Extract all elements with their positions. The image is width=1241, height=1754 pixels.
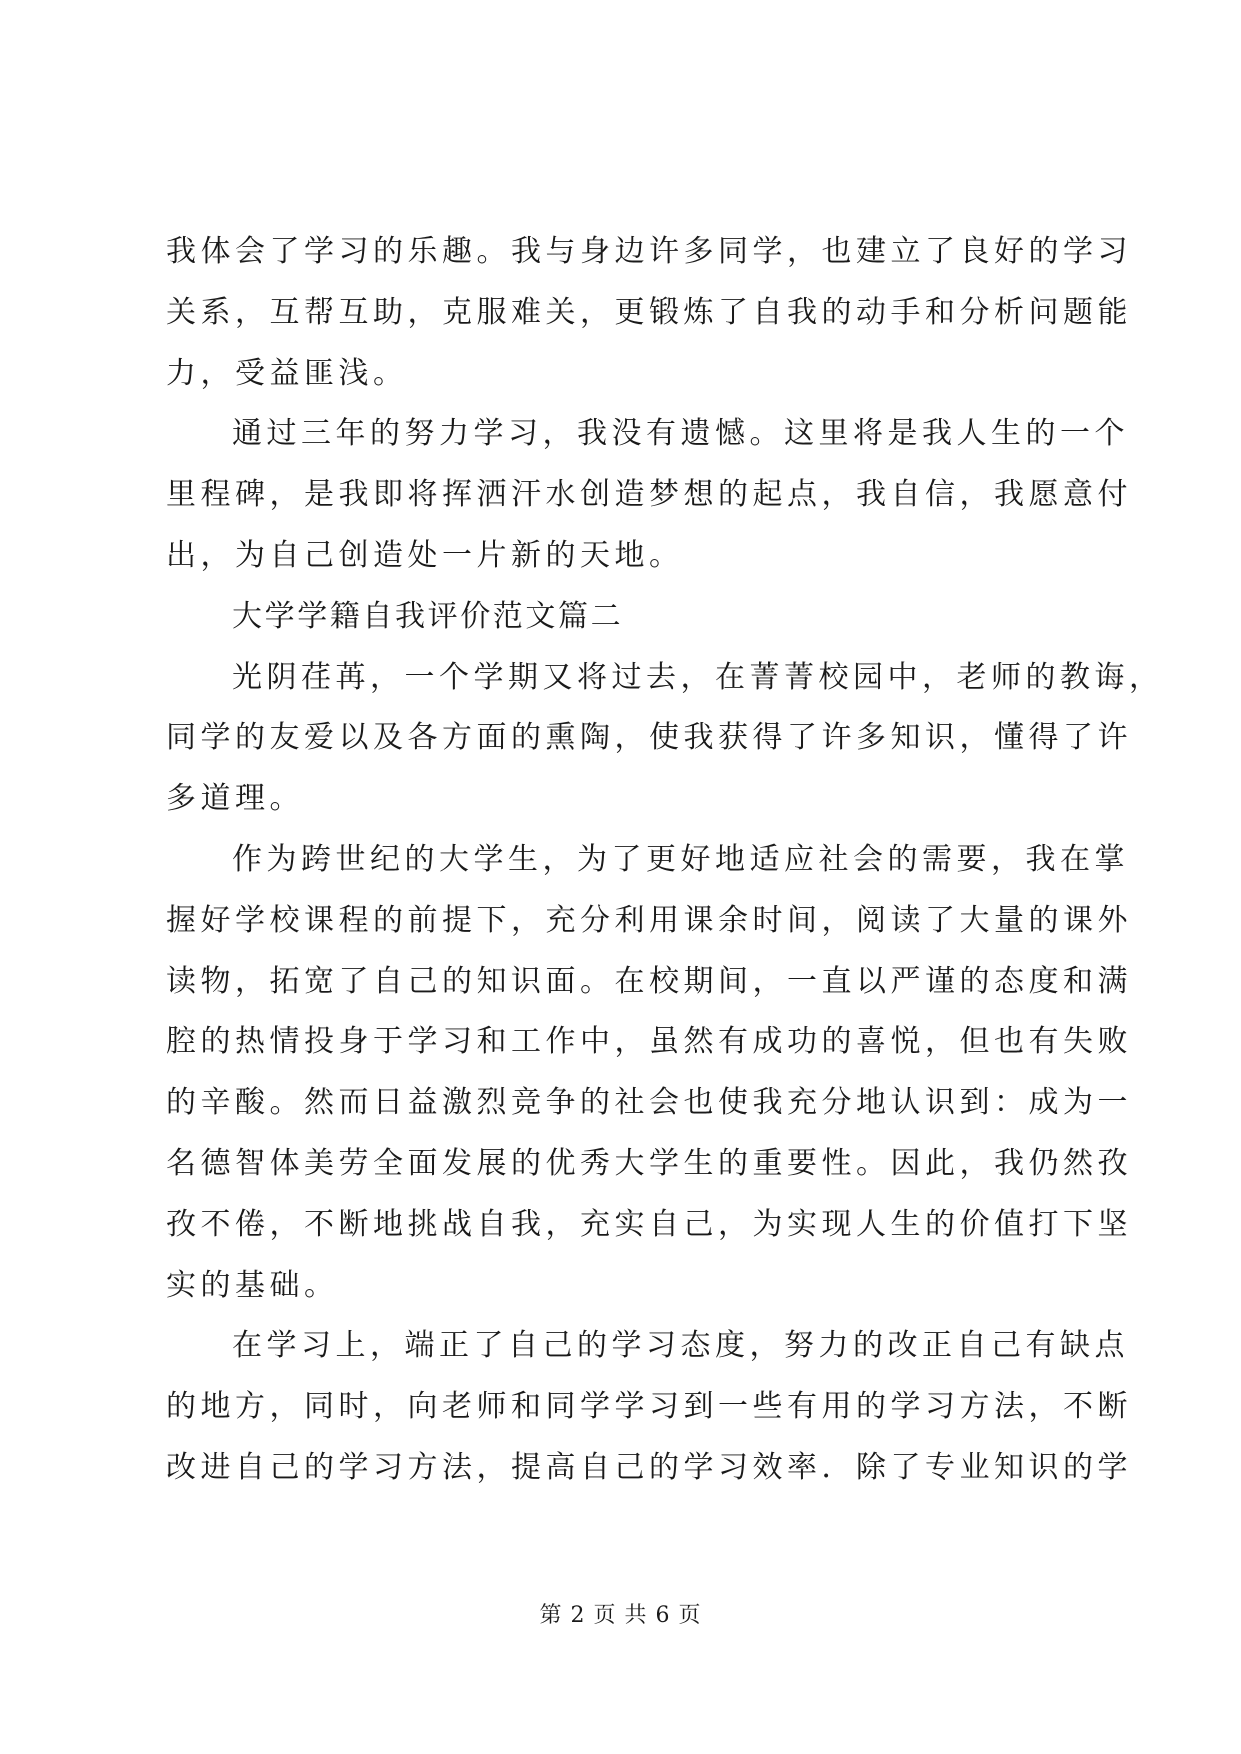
text-line: 通过三年的努力学习，我没有遗憾。这里将是我人生的一个 — [232, 416, 1129, 452]
document-body — [166, 222, 1164, 1499]
text-line: 里程碑，是我即将挥洒汗水创造梦想的起点，我自信，我愿意付 — [166, 477, 1132, 513]
text-line: 腔的热情投身于学习和工作中，虽然有成功的喜悦，但也有失败 — [166, 1024, 1132, 1060]
page-footer: 第 2 页 共 6 页 — [539, 1603, 702, 1628]
text-line: 光阴荏苒，一个学期又将过去，在菁菁校园中，老师的教诲， — [232, 659, 1164, 695]
text-line: 关系，互帮互助，克服难关，更锻炼了自我的动手和分析问题能 — [166, 294, 1132, 330]
text-line: 的地方，同时，向老师和同学学习到一些有用的学习方法，不断 — [166, 1389, 1132, 1425]
text-line: 孜不倦，不断地挑战自我，充实自己，为实现人生的价值打下坚 — [166, 1206, 1132, 1242]
text-line: 我体会了学习的乐趣。我与身边许多同学，也建立了良好的学习 — [166, 234, 1132, 269]
text-line: 在学习上，端正了自己的学习态度，努力的改正自己有缺点 — [232, 1328, 1129, 1364]
text-line: 握好学校课程的前提下，充分利用课余时间，阅读了大量的课外 — [166, 902, 1132, 938]
text-line: 读物，拓宽了自己的知识面。在校期间，一直以严谨的态度和满 — [166, 963, 1132, 999]
text-line: 出，为自己创造处一片新的天地。 — [166, 537, 684, 573]
text-line: 同学的友爱以及各方面的熏陶，使我获得了许多知识，懂得了许 — [166, 720, 1132, 756]
text-line: 改进自己的学习方法，提高自己的学习效率．除了专业知识的学 — [166, 1449, 1132, 1485]
text-line: 力，受益匪浅。 — [166, 355, 408, 391]
text-line: 的辛酸。然而日益激烈竞争的社会也使我充分地认识到：成为一 — [166, 1085, 1132, 1121]
text-line: 作为跨世纪的大学生，为了更好地适应社会的需要，我在掌 — [232, 841, 1129, 877]
section-heading: 大学学籍自我评价范文篇二 — [232, 598, 624, 634]
text-line: 实的基础。 — [166, 1267, 339, 1303]
text-line: 多道理。 — [166, 781, 304, 817]
text-line: 名德智体美劳全面发展的优秀大学生的重要性。因此，我仍然孜 — [166, 1145, 1132, 1181]
